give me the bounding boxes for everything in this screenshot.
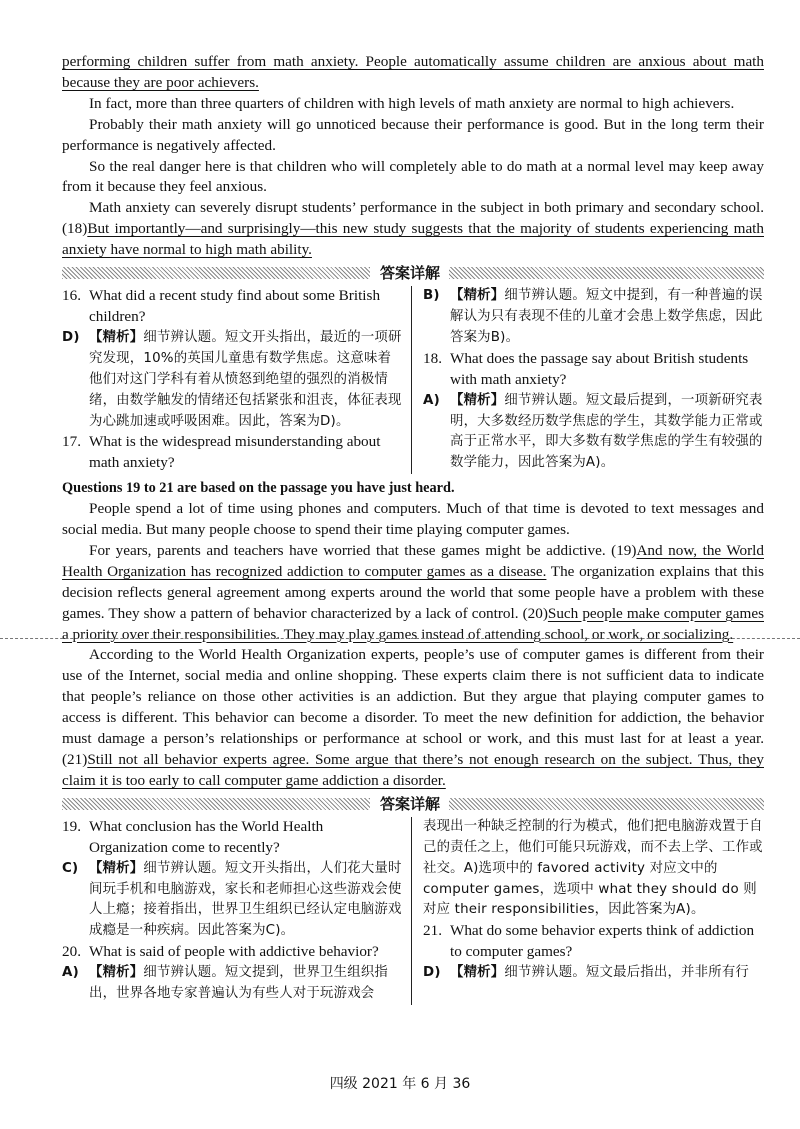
answer-option: C): [62, 860, 79, 876]
question-number: 16.: [62, 287, 81, 305]
left-column: [62, 817, 412, 1005]
analysis-tag: 【精析】: [89, 329, 144, 345]
answer-16: [62, 328, 402, 433]
answer-columns: [62, 817, 764, 1005]
text: The organization explains that this decision reflects general agreement among experts around the world that some people have a problem with these games. They show a pattern of behavior characterized by a lack of control. (20): [62, 562, 764, 622]
question-number: 18.: [423, 349, 442, 367]
analysis-tag: 【精析】: [450, 965, 505, 981]
banner-pattern: [62, 267, 370, 279]
paragraph: Probably their math anxiety will go unnoticed because their performance is good. But in the long term their performance is negatively affected.: [62, 115, 764, 154]
question-text: What did a recent study find about some British children?: [89, 287, 381, 325]
paragraph: [62, 52, 764, 94]
banner-pattern: [449, 798, 764, 810]
analysis-tag: 【精析】: [450, 392, 505, 408]
banner-pattern: [449, 267, 764, 279]
analysis-text: 细节辨认题。短文开头指出，最近的一项研究发现，10%的英国儿童患有数学焦虑。这意味着他们对这门学科有着从愤怒到绝望的强烈的消极情绪，由数学触发的情绪还包括紧张和沮丧，体征表现为心跳加速或呼吸困难。因此，答案为D)。: [89, 329, 402, 429]
question-text: What does the passage say about British students with math anxiety?: [450, 349, 749, 388]
right-column: [412, 817, 763, 1005]
answer-option: A): [423, 392, 440, 408]
analysis-text: 细节辨认题。短文最后指出，并非所有行: [504, 965, 750, 981]
answer-explanation-banner: [62, 263, 764, 283]
answer-option: D): [62, 329, 80, 345]
question-number: 19.: [62, 817, 81, 835]
question-text: What is said of people with addictive behavior?: [89, 943, 379, 961]
question-number: 17.: [62, 433, 81, 451]
text: Math anxiety can severely disrupt students’ performance in the subject in both primary and secondary school. (18): [62, 199, 764, 238]
text: According to the World Health Organization experts, people’s use of computer games is different from their use of the Internet, social media and online shopping. These experts claim there is not sufficient data to indicate that people’s reliance on those other activities is an addiction. But they argue that playing computer games to access is different. This behavior can become a disorder. To meet the new definition for addiction, the behavior must damage a person’s relationships or performance at school or work, and this must last for at least a year. (21): [62, 646, 764, 768]
question-16: [62, 286, 402, 328]
banner-title: 答案详解: [379, 794, 440, 813]
left-column: [62, 286, 412, 474]
paragraph: [62, 645, 764, 791]
paragraph: In fact, more than three quarters of children with high levels of math anxiety are normal to high achievers.: [89, 94, 735, 112]
question-text: What do some behavior experts think of addiction to computer games?: [450, 922, 755, 961]
analysis-text: 细节辨认题。短文开头指出，人们花大量时间玩手机和电脑游戏，家长和老师担心这些游戏会使人上瘾；接着指出，世界卫生组织已经认定电脑游戏成瘾是一种疾病。因此答案为C)。: [89, 860, 402, 939]
analysis-text: 细节辨认题。短文最后提到，一项新研究表明，大多数经历数学焦虑的学生，其数学能力正常或高于正常水平，即大多数有数学焦虑的学生有较强的数学能力，因此答案为A)。: [450, 392, 763, 471]
paragraph: [62, 198, 764, 261]
question-19: [62, 817, 402, 859]
answer-columns: [62, 286, 764, 474]
analysis-text: 细节辨认题。短文中提到，有一种普遍的误解认为只有表现不佳的儿童才会患上数学焦虑，因此答案为B)。: [450, 288, 763, 345]
analysis-tag: 【精析】: [450, 288, 505, 304]
question-text: What is the widespread misunderstanding about math anxiety?: [89, 433, 381, 472]
answer-20: [62, 963, 402, 1005]
right-column: [412, 286, 763, 474]
page-footer: 四级 2021 年 6 月 36: [329, 1076, 471, 1092]
question-number: 20.: [62, 943, 81, 961]
answer-17: [423, 286, 763, 349]
analysis-text: 细节辨认题。短文提到，世界卫生组织指出，世界各地专家普遍认为有些人对于玩游戏会: [89, 965, 389, 1002]
analysis-tag: 【精析】: [89, 860, 144, 876]
paragraph: People spend a lot of time using phones and computers. Much of that time is devoted to text messages and social media. But many people choose to spend their time playing computer games.: [62, 500, 764, 539]
banner-title: 答案详解: [379, 264, 440, 283]
answer-option: D): [423, 965, 441, 981]
banner-pattern: [62, 798, 370, 810]
underlined-answer-sentence: Still not all behavior experts agree. Some argue that there’s not enough research on the subject. Thus, they claim it is too early to call computer game addiction a disorder.: [62, 751, 764, 789]
underlined-answer-sentence: And now, the World Health Organization has recognized addiction to computer games as a disease.: [62, 541, 764, 580]
text: For years, parents and teachers have worried that these games might be addictive. (19): [89, 541, 637, 559]
paragraph: So the real danger here is that children who will completely able to do math at a normal level may keep away from it because they feel anxious.: [62, 157, 764, 196]
answer-option: B): [423, 288, 440, 304]
question-21: [423, 921, 763, 963]
question-20: [62, 942, 402, 963]
question-text: What conclusion has the World Health Organization come to recently?: [89, 817, 324, 856]
answer-19: [62, 859, 402, 943]
answer-18: [423, 391, 763, 475]
analysis-text-continued: 表现出一种缺乏控制的行为模式，他们把电脑游戏置于自己的责任之上，他们可能只玩游戏，而不去上学、工作或社交。A)选项中的 favored activity 对应文中的 computer games，选项中 what they should do 则对应 their responsibilities，因此答案为A)。: [423, 818, 763, 918]
document-page: [62, 52, 764, 1005]
paragraph: [62, 541, 764, 646]
question-number: 21.: [423, 922, 442, 940]
section-heading: Questions 19 to 21 are based on the passage you have just heard.: [62, 480, 455, 497]
answer-21: [423, 963, 763, 984]
analysis-tag: 【精析】: [89, 965, 144, 981]
underlined-answer-sentence: Such people make computer games a priority over their responsibilities. They may play games instead of attending school, or work, or socializing.: [62, 604, 764, 643]
underlined-answer-sentence: But importantly—and surprisingly—this new study suggests that the majority of students experiencing math anxiety have normal to high math ability.: [62, 220, 764, 259]
question-18: [423, 349, 763, 391]
answer-option: A): [62, 965, 79, 981]
question-17: [62, 432, 402, 474]
dashed-cut-line: [0, 638, 800, 639]
answer-explanation-banner: [62, 794, 764, 814]
underlined-answer-sentence: performing children suffer from math anxiety. People automatically assume children are anxious about math because they are poor achievers.: [62, 53, 764, 91]
